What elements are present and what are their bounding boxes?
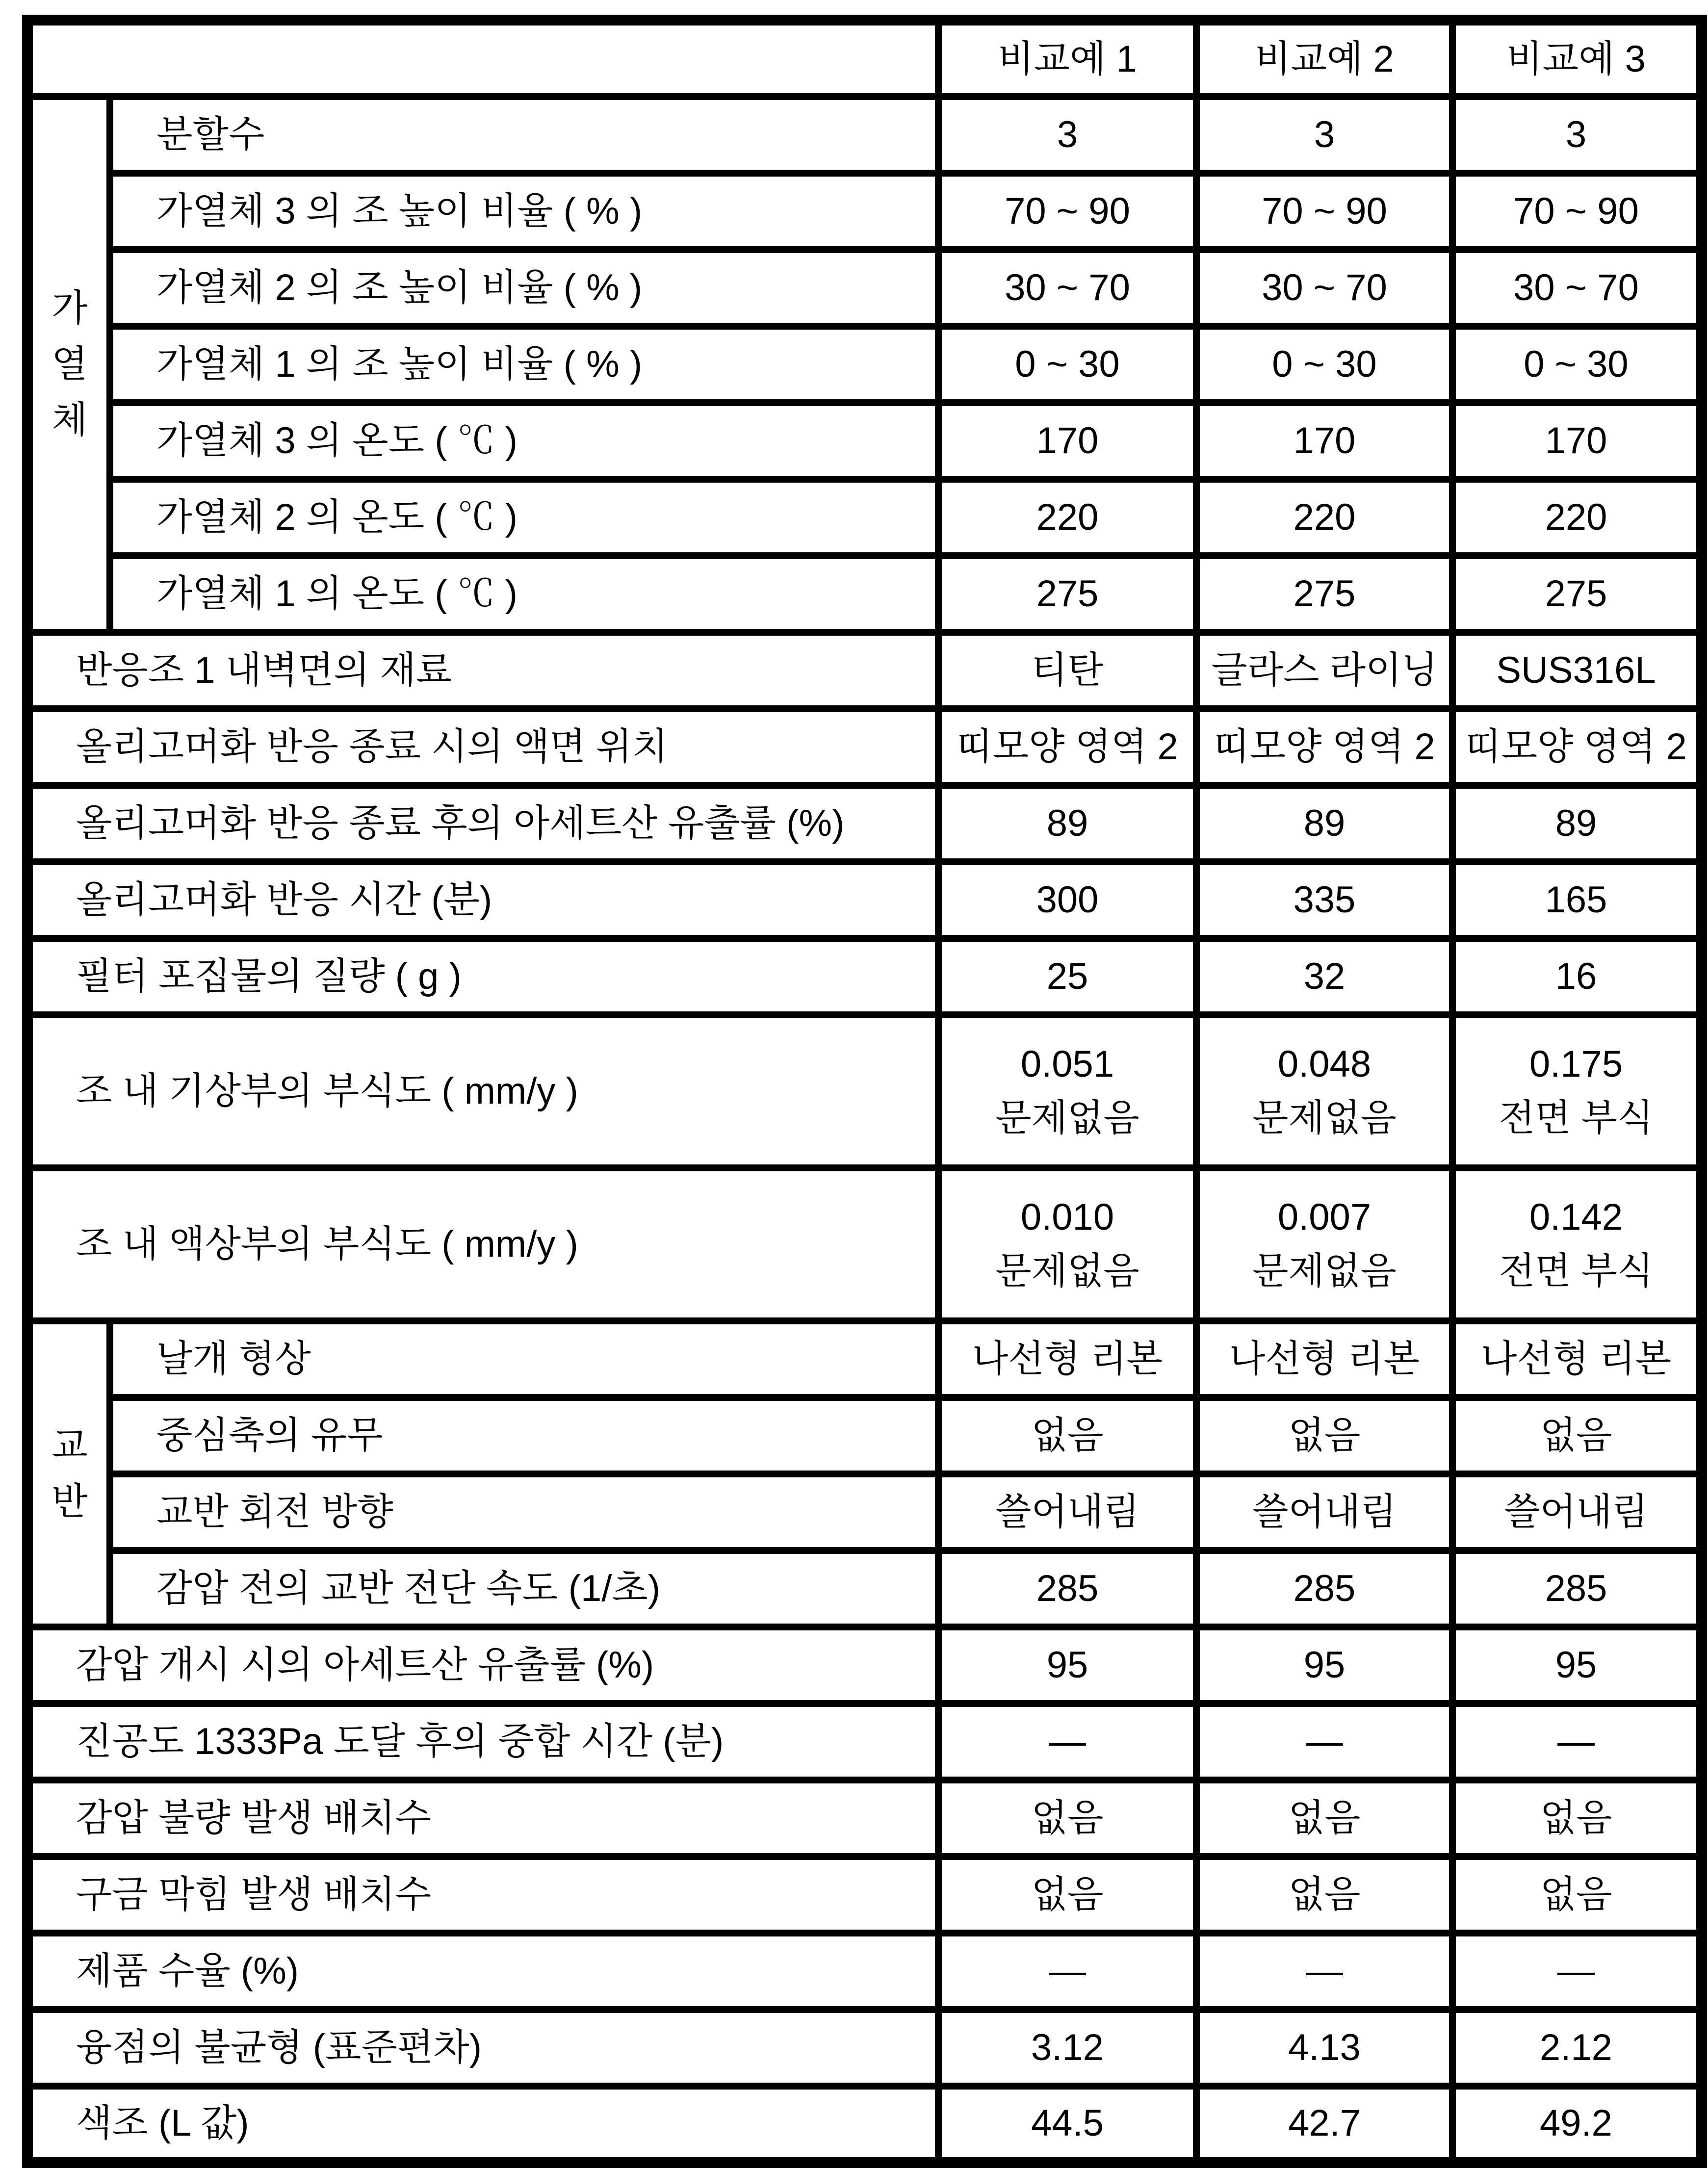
value-cell: — [1196, 1703, 1452, 1780]
value-cell: 0 ~ 30 [1196, 326, 1452, 403]
value-cell: 0.142 전면 부식 [1452, 1168, 1702, 1321]
value-cell: 335 [1196, 862, 1452, 938]
value-cell: 30 ~ 70 [938, 250, 1196, 326]
row-label: 가열체 3 의 조 높이 비율 ( % ) [110, 173, 938, 250]
value-cell: 44.5 [938, 2086, 1196, 2163]
value-cell: 글라스 라이닝 [1196, 632, 1452, 709]
value-cell: 25 [938, 938, 1196, 1015]
row-label: 필터 포집물의 질량 ( g ) [27, 938, 938, 1015]
value-cell: 3 [1452, 97, 1702, 173]
value-cell: 220 [1196, 479, 1452, 556]
table-row [27, 1474, 1702, 1550]
row-label: 날개 형상 [110, 1321, 938, 1397]
table-row [27, 632, 1702, 709]
row-label: 가열체 3 의 온도 ( ℃ ) [110, 403, 938, 479]
value-cell: 없음 [938, 1780, 1196, 1857]
row-label: 올리고머화 반응 종료 시의 액면 위치 [27, 709, 938, 785]
table-row [27, 250, 1702, 326]
column-header-2: 비교예 2 [1196, 20, 1452, 97]
value-cell: 300 [938, 862, 1196, 938]
table-row [27, 97, 1702, 173]
value-cell: 0.007 문제없음 [1196, 1168, 1452, 1321]
corner-cell [27, 20, 938, 97]
value-cell: 쓸어내림 [1196, 1474, 1452, 1550]
value-cell: 없음 [938, 1397, 1196, 1474]
value-cell: 89 [1452, 785, 1702, 862]
table-row [27, 479, 1702, 556]
table-row [27, 556, 1702, 632]
value-cell: 70 ~ 90 [1196, 173, 1452, 250]
row-label: 중심축의 유무 [110, 1397, 938, 1474]
value-cell: 170 [1452, 403, 1702, 479]
value-cell: 30 ~ 70 [1452, 250, 1702, 326]
value-cell: 95 [938, 1627, 1196, 1703]
value-cell: 285 [938, 1550, 1196, 1627]
table-row [27, 2086, 1702, 2163]
row-label: 분할수 [110, 97, 938, 173]
table-row [27, 709, 1702, 785]
value-cell: 띠모양 영역 2 [1452, 709, 1702, 785]
value-cell: 275 [938, 556, 1196, 632]
value-cell: 나선형 리본 [1196, 1321, 1452, 1397]
row-label: 가열체 1 의 온도 ( ℃ ) [110, 556, 938, 632]
value-cell: 165 [1452, 862, 1702, 938]
value-cell: 0 ~ 30 [938, 326, 1196, 403]
value-cell: — [1196, 1933, 1452, 2010]
value-cell: 95 [1196, 1627, 1452, 1703]
row-label: 가열체 1 의 조 높이 비율 ( % ) [110, 326, 938, 403]
table-row [27, 862, 1702, 938]
value-cell: 없음 [1452, 1857, 1702, 1933]
value-cell: 285 [1452, 1550, 1702, 1627]
value-cell: 275 [1452, 556, 1702, 632]
row-label: 조 내 액상부의 부식도 ( mm/y ) [27, 1168, 938, 1321]
table-row [27, 938, 1702, 1015]
row-label: 감압 개시 시의 아세트산 유출률 (%) [27, 1627, 938, 1703]
value-cell: — [1452, 1933, 1702, 2010]
table-row [27, 2010, 1702, 2086]
table-row [27, 1321, 1702, 1397]
row-label: 올리고머화 반응 시간 (분) [27, 862, 938, 938]
value-cell: 없음 [1196, 1857, 1452, 1933]
row-label: 진공도 1333Pa 도달 후의 중합 시간 (분) [27, 1703, 938, 1780]
value-cell: 없음 [1452, 1397, 1702, 1474]
row-label: 구금 막힘 발생 배치수 [27, 1857, 938, 1933]
value-cell: 없음 [1196, 1780, 1452, 1857]
value-cell: 89 [1196, 785, 1452, 862]
value-cell: 나선형 리본 [938, 1321, 1196, 1397]
value-cell: 170 [938, 403, 1196, 479]
row-label: 색조 (L 값) [27, 2086, 938, 2163]
table-row [27, 1857, 1702, 1933]
column-header-1: 비교예 1 [938, 20, 1196, 97]
value-cell: 95 [1452, 1627, 1702, 1703]
row-label: 융점의 불균형 (표준편차) [27, 2010, 938, 2086]
table-row [27, 173, 1702, 250]
table-row [27, 1397, 1702, 1474]
row-label: 가열체 2 의 온도 ( ℃ ) [110, 479, 938, 556]
table-row [27, 1703, 1702, 1780]
value-cell: 티탄 [938, 632, 1196, 709]
value-cell: 89 [938, 785, 1196, 862]
value-cell: 3 [1196, 97, 1452, 173]
value-cell: 220 [938, 479, 1196, 556]
row-label: 반응조 1 내벽면의 재료 [27, 632, 938, 709]
row-label: 제품 수율 (%) [27, 1933, 938, 2010]
value-cell: 0.175 전면 부식 [1452, 1015, 1702, 1168]
value-cell: 2.12 [1452, 2010, 1702, 2086]
value-cell: 쓸어내림 [1452, 1474, 1702, 1550]
row-label: 감압 전의 교반 전단 속도 (1/초) [110, 1550, 938, 1627]
table-row [27, 785, 1702, 862]
value-cell: 없음 [1196, 1397, 1452, 1474]
header-row [27, 20, 1702, 97]
value-cell: 70 ~ 90 [1452, 173, 1702, 250]
value-cell: 0.010 문제없음 [938, 1168, 1196, 1321]
value-cell: 42.7 [1196, 2086, 1452, 2163]
group-label-heater: 가 열 체 [27, 97, 110, 632]
value-cell: 275 [1196, 556, 1452, 632]
value-cell: SUS316L [1452, 632, 1702, 709]
row-label: 조 내 기상부의 부식도 ( mm/y ) [27, 1015, 938, 1168]
value-cell: 285 [1196, 1550, 1452, 1627]
table-row [27, 403, 1702, 479]
table-row [27, 1015, 1702, 1168]
value-cell: 나선형 리본 [1452, 1321, 1702, 1397]
value-cell: 0.048 문제없음 [1196, 1015, 1452, 1168]
value-cell: 32 [1196, 938, 1452, 1015]
value-cell: — [938, 1703, 1196, 1780]
row-label: 교반 회전 방향 [110, 1474, 938, 1550]
value-cell: 220 [1452, 479, 1702, 556]
value-cell: 16 [1452, 938, 1702, 1015]
value-cell: 띠모양 영역 2 [938, 709, 1196, 785]
value-cell: 3.12 [938, 2010, 1196, 2086]
value-cell: 30 ~ 70 [1196, 250, 1452, 326]
value-cell: 쓸어내림 [938, 1474, 1196, 1550]
column-header-3: 비교예 3 [1452, 20, 1702, 97]
value-cell: 3 [938, 97, 1196, 173]
row-label: 가열체 2 의 조 높이 비율 ( % ) [110, 250, 938, 326]
table-row [27, 326, 1702, 403]
table-row [27, 1627, 1702, 1703]
value-cell: 49.2 [1452, 2086, 1702, 2163]
value-cell: 0.051 문제없음 [938, 1015, 1196, 1168]
value-cell: — [1452, 1703, 1702, 1780]
value-cell: 170 [1196, 403, 1452, 479]
table-row [27, 1780, 1702, 1857]
table-row [27, 1550, 1702, 1627]
value-cell: — [938, 1933, 1196, 2010]
row-label: 올리고머화 반응 종료 후의 아세트산 유출률 (%) [27, 785, 938, 862]
group-label-stirrer: 교 반 [27, 1321, 110, 1627]
value-cell: 70 ~ 90 [938, 173, 1196, 250]
comparison-table [22, 15, 1707, 2168]
value-cell: 띠모양 영역 2 [1196, 709, 1452, 785]
value-cell: 4.13 [1196, 2010, 1452, 2086]
table-row [27, 1933, 1702, 2010]
value-cell: 없음 [938, 1857, 1196, 1933]
row-label: 감압 불량 발생 배치수 [27, 1780, 938, 1857]
table-row [27, 1168, 1702, 1321]
value-cell: 없음 [1452, 1780, 1702, 1857]
value-cell: 0 ~ 30 [1452, 326, 1702, 403]
